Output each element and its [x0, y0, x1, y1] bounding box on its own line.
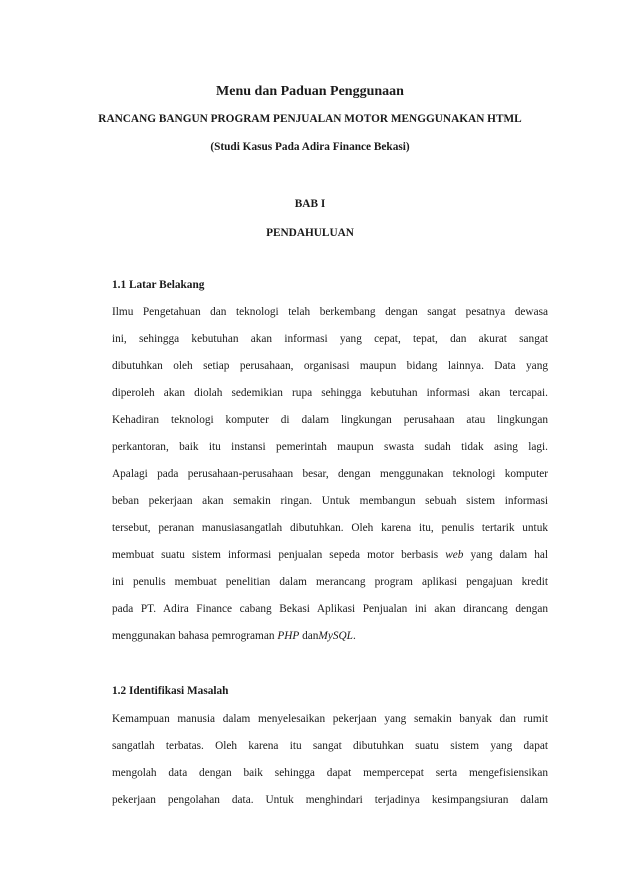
paragraph-line: pada PT. Adira Finance cabang Bekasi Aplikasi Penjualan ini akan dirancang dengan [112, 603, 548, 615]
document-title: Menu dan Paduan Penggunaan [216, 84, 404, 99]
paragraph-line: Kemampuan manusia dalam menyelesaikan pekerjaan yang semakin banyak dan rumit [112, 713, 548, 725]
italic-term-php: PHP [277, 630, 300, 642]
section-heading-latar-belakang: 1.1 Latar Belakang [112, 279, 205, 291]
line-text: . [352, 630, 356, 642]
chapter-title: PENDAHULUAN [266, 227, 354, 239]
paragraph-line: diperoleh akan diolah sedemikian rupa sehingga kebutuhan informasi akan tercapai. [112, 387, 548, 399]
paragraph-line: tersebut, peranan manusiasangatlah dibutuhkan. Oleh karena itu, penulis tertarik untuk [112, 522, 548, 534]
paragraph-line: perkantoran, baik itu instansi pemerintah maupun swasta sudah tidak asing lagi. [112, 441, 548, 453]
paragraph-line: ini, sehingga kebutuhan akan informasi yang cepat, tepat, dan akurat sangat [112, 333, 548, 345]
italic-term-mysql: MySQL [318, 630, 353, 642]
line-text: menggunakan bahasa pemrograman [112, 630, 278, 642]
paragraph-line: ini penulis membuat penelitian dalam merancang program aplikasi pengajuan kredit [112, 576, 548, 588]
paragraph-line: sangatlah terbatas. Oleh karena itu sangat dibutuhkan suatu sistem yang dapat [112, 740, 548, 752]
paragraph-latar-belakang [112, 303, 548, 654]
paragraph-line [112, 627, 548, 654]
paragraph-line: dibutuhkan oleh setiap perusahaan, organisasi maupun bidang lainnya. Data yang [112, 360, 548, 372]
line-text: dan [299, 630, 319, 642]
paragraph-line [112, 546, 548, 573]
paragraph-line: Ilmu Pengetahuan dan teknologi telah berkembang dengan sangat pesatnya dewasa [112, 306, 548, 318]
paragraph-line: Kehadiran teknologi komputer di dalam lingkungan perusahaan atau lingkungan [112, 414, 548, 426]
chapter-number: BAB I [294, 198, 326, 210]
paragraph-line: beban pekerjaan akan semakin ringan. Untuk membangun sebuah sistem informasi [112, 495, 548, 507]
paragraph-line: pekerjaan pengolahan data. Untuk menghindari terjadinya kesimpangsiuran dalam [112, 794, 548, 806]
paragraph-identifikasi-masalah [112, 710, 548, 818]
case-study-caption: (Studi Kasus Pada Adira Finance Bekasi) [210, 141, 410, 153]
italic-term-web: web [445, 549, 464, 561]
document-subtitle: RANCANG BANGUN PROGRAM PENJUALAN MOTOR MENGGUNAKAN HTML [98, 113, 522, 125]
paragraph-line: Apalagi pada perusahaan-perusahaan besar, dengan menggunakan teknologi komputer [112, 468, 548, 480]
line-text: yang dalam hal [463, 549, 548, 561]
paragraph-line: mengolah data dengan baik sehingga dapat mempercepat serta mengefisiensikan [112, 767, 548, 779]
line-text: membuat suatu sistem informasi penjualan sepeda motor berbasis [112, 549, 446, 561]
section-heading-identifikasi-masalah: 1.2 Identifikasi Masalah [112, 685, 229, 697]
